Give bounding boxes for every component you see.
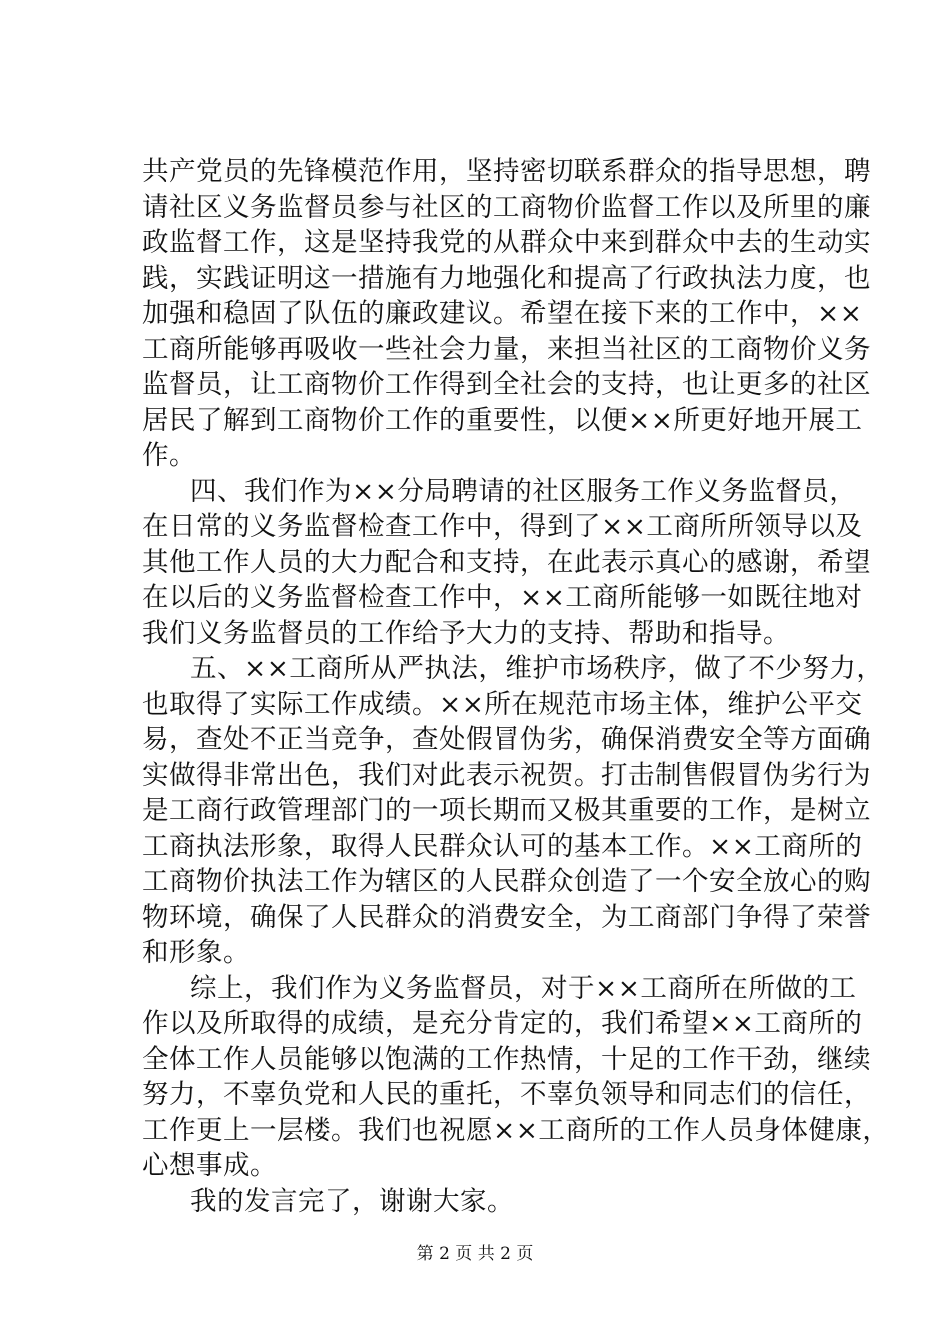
text-line: 心想事成。 — [142, 1150, 277, 1181]
text-line: 工作更上一层楼。我们也祝愿××工商所的工作人员身体健康， — [142, 1114, 890, 1146]
paragraph-start-line: 五、××工商所从严执法，维护市场秩序，做了不少努力， — [190, 653, 884, 684]
text-line: 在日常的义务监督检查工作中，得到了××工商所所领导以及 — [142, 511, 863, 542]
text-line: 政监督工作，这是坚持我党的从群众中来到群众中去的生动实 — [142, 227, 871, 258]
paragraph-start-line: 四、我们作为××分局聘请的社区服务工作义务监督员， — [190, 475, 857, 507]
text-line: 请社区义务监督员参与社区的工商物价监督工作以及所里的廉 — [142, 191, 871, 223]
document-body — [142, 154, 890, 1219]
text-line: 作。 — [142, 440, 196, 471]
text-line: 工商所能够再吸收一些社会力量，来担当社区的工商物价义务 — [142, 333, 871, 365]
text-line: 工商物价执法工作为辖区的人民群众创造了一个安全放心的购 — [142, 866, 871, 897]
text-line: 也取得了实际工作成绩。××所在规范市场主体，维护公平交 — [142, 688, 863, 720]
text-line: 加强和稳固了队伍的廉政建议。希望在接下来的工作中，×× — [142, 298, 863, 329]
page-number-label: 第 2 页 共 2 页 — [416, 1244, 534, 1264]
text-line: 居民了解到工商物价工作的重要性，以便××所更好地开展工 — [142, 404, 863, 436]
text-line: 努力，不辜负党和人民的重托，不辜负领导和同志们的信任， — [142, 1079, 871, 1110]
text-line: 是工商行政管理部门的一项长期而又极其重要的工作，是树立 — [142, 795, 871, 826]
text-line: 和形象。 — [142, 937, 250, 968]
page-footer — [0, 1244, 950, 1264]
text-line: 物环境，确保了人民群众的消费安全，为工商部门争得了荣誉 — [142, 901, 871, 933]
paragraph-start-line: 综上，我们作为义务监督员，对于××工商所在所做的工 — [190, 972, 857, 1004]
text-line: 全体工作人员能够以饱满的工作热情，十足的工作干劲，继续 — [142, 1043, 871, 1075]
text-line: 我们义务监督员的工作给予大力的支持、帮助和指导。 — [142, 617, 790, 649]
text-line: 共产党员的先锋模范作用，坚持密切联系群众的指导思想，聘 — [142, 156, 871, 187]
text-line: 践，实践证明这一措施有力地强化和提高了行政执法力度，也 — [142, 262, 871, 294]
text-line: 易，查处不正当竞争，查处假冒伪劣，确保消费安全等方面确 — [142, 724, 871, 755]
text-line: 工商执法形象，取得人民群众认可的基本工作。××工商所的 — [142, 830, 863, 862]
text-line: 在以后的义务监督检查工作中，××工商所能够一如既往地对 — [142, 582, 863, 613]
text-line: 实做得非常出色，我们对此表示祝贺。打击制售假冒伪劣行为 — [142, 759, 871, 791]
paragraph-start-line: 我的发言完了，谢谢大家。 — [190, 1185, 514, 1217]
text-line: 作以及所取得的成绩，是充分肯定的，我们希望××工商所的 — [142, 1008, 863, 1039]
text-line: 其他工作人员的大力配合和支持，在此表示真心的感谢，希望 — [142, 546, 871, 578]
text-line: 监督员，让工商物价工作得到全社会的支持，也让更多的社区 — [142, 369, 871, 400]
